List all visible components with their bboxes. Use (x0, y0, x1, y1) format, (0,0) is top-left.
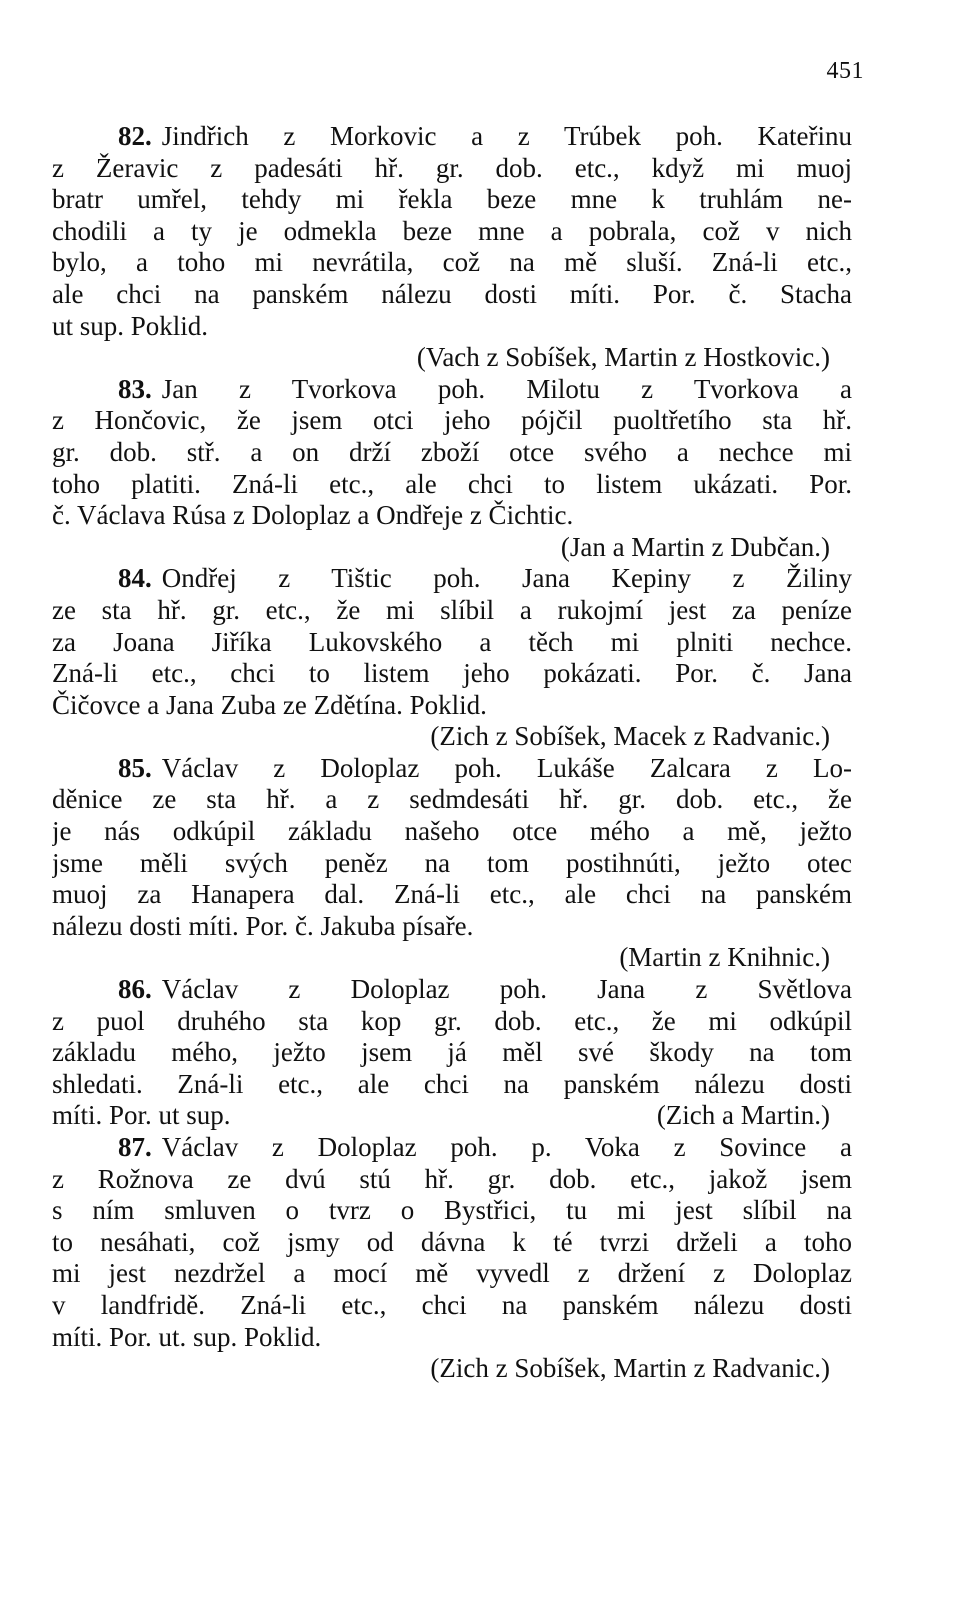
entry-86-line-5 (52, 1100, 852, 1132)
entry-86-line-2: z puol druhého sta kop gr. dob. etc., že mi odkúpil (52, 1005, 852, 1036)
entry-84-line-5: Čičovce a Jana Zuba ze Zdětína. Poklid. (52, 689, 487, 720)
entry-83-line-3: gr. dob. stř. a on drží zboží otce svého a nechce mi (52, 436, 852, 467)
entry-82-line-2: z Žeravic z padesáti hř. gr. dob. etc., když mi muoj (52, 152, 852, 183)
entry-83-witnesses: (Jan a Martin z Dubčan.) (560, 531, 830, 562)
text-block (52, 121, 852, 1385)
entry-82-line-4: chodili a ty je odmekla beze mne a pobrala, což v nich (52, 215, 852, 246)
entry-86-line-3: základu mého, ježto jsem já měl své škody na tom (52, 1037, 852, 1068)
page-number: 451 (826, 58, 864, 84)
entry-85-line-4: jsme měli svých peněz na tom postihnúti, ježto otec (52, 847, 852, 878)
entry-86-last-line: míti. Por. ut sup. (52, 1100, 231, 1131)
entry-87-line-7: míti. Por. ut. sup. Poklid. (52, 1321, 322, 1352)
entry-84-line-3: za Joana Jiříka Lukovského a těch mi plniti nechce. (52, 626, 852, 657)
entry-87-line-4: to nesáhati, což jsmy od dávna k té tvrzi drželi a toho (52, 1226, 852, 1257)
entry-87-line-6: v landfridě. Zná-li etc., chci na panském nálezu dosti (52, 1289, 852, 1320)
entry-83-line-2: z Hončovic, že jsem otci jeho pójčil puoltřetího sta hř. (52, 405, 852, 436)
entry-82-line-5: bylo, a toho mi nevrátila, což na mě sluší. Zná-li etc., (52, 247, 852, 278)
entry-82-witnesses: (Vach z Sobíšek, Martin z Hostkovic.) (416, 342, 830, 373)
entry-86-line-4: shledati. Zná-li etc., ale chci na panském nálezu dosti (52, 1068, 852, 1099)
entry-number: 85. (118, 752, 152, 783)
entry-83-line-1: 83. Jan z Tvorkova poh. Milotu z Tvorkova a (118, 373, 852, 404)
entry-85-line-5: muoj za Hanapera dal. Zná-li etc., ale chci na panském (52, 879, 852, 910)
entry-85-line-6: nálezu dosti míti. Por. č. Jakuba písaře. (52, 910, 474, 941)
entry-82-line-7: ut sup. Poklid. (52, 310, 209, 341)
entry-83-line-4: toho platiti. Zná-li etc., ale chci to listem ukázati. Por. (52, 468, 852, 499)
entry-number: 82. (118, 121, 152, 151)
entry-82-line-3: bratr umřel, tehdy mi řekla beze mne k truhlám ne- (52, 184, 852, 215)
entry-number: 83. (118, 373, 152, 404)
entry-84-line-1: 84. Ondřej z Tištic poh. Jana Kepiny z Žiliny (118, 563, 852, 594)
entry-85-line-3: je nás odkúpil základu našeho otce mého a mě, ježto (52, 816, 852, 847)
entry-85-line-2: děnice ze sta hř. a z sedmdesáti hř. gr. dob. etc., že (52, 784, 852, 815)
entry-87-line-2: z Rožnova ze dvú stú hř. gr. dob. etc., jakož jsem (52, 1163, 852, 1194)
entry-87-witnesses: (Zich z Sobíšek, Martin z Radvanic.) (430, 1353, 830, 1384)
entry-84-witnesses: (Zich z Sobíšek, Macek z Radvanic.) (430, 721, 830, 752)
entry-85-line-1: 85. Václav z Doloplaz poh. Lukáše Zalcara z Lo- (118, 752, 852, 783)
entry-82-line-6: ale chci na panském nálezu dosti míti. Por. č. Stacha (52, 278, 852, 309)
entry-86-line-1: 86. Václav z Doloplaz poh. Jana z Světlova (118, 974, 852, 1005)
entry-87-line-3: s ním smluven o tvrz o Bystřici, tu mi jest slíbil na (52, 1195, 852, 1226)
entry-87-line-1: 87. Václav z Doloplaz poh. p. Voka z Sovince a (118, 1132, 852, 1162)
entry-83-line-5: č. Václava Rúsa z Doloplaz a Ondřeje z Čichtic. (52, 500, 574, 531)
entry-87-line-5: mi jest nezdržel a mocí mě vyvedl z držení z Doloplaz (52, 1258, 852, 1289)
entry-86-witnesses: (Zich a Martin.) (656, 1100, 830, 1131)
entry-number: 84. (118, 563, 152, 594)
entry-84-line-2: ze sta hř. gr. etc., že mi slíbil a rukojmí jest za peníze (52, 594, 852, 625)
entry-82-line-1: 82. Jindřich z Morkovic a z Trúbek poh. Kateřinu (118, 121, 852, 151)
entry-85-witnesses: (Martin z Knihnic.) (619, 942, 830, 973)
entry-number: 86. (118, 974, 152, 1005)
entry-number: 87. (118, 1132, 152, 1162)
entry-84-line-4: Zná-li etc., chci to listem jeho pokázati. Por. č. Jana (52, 658, 852, 689)
